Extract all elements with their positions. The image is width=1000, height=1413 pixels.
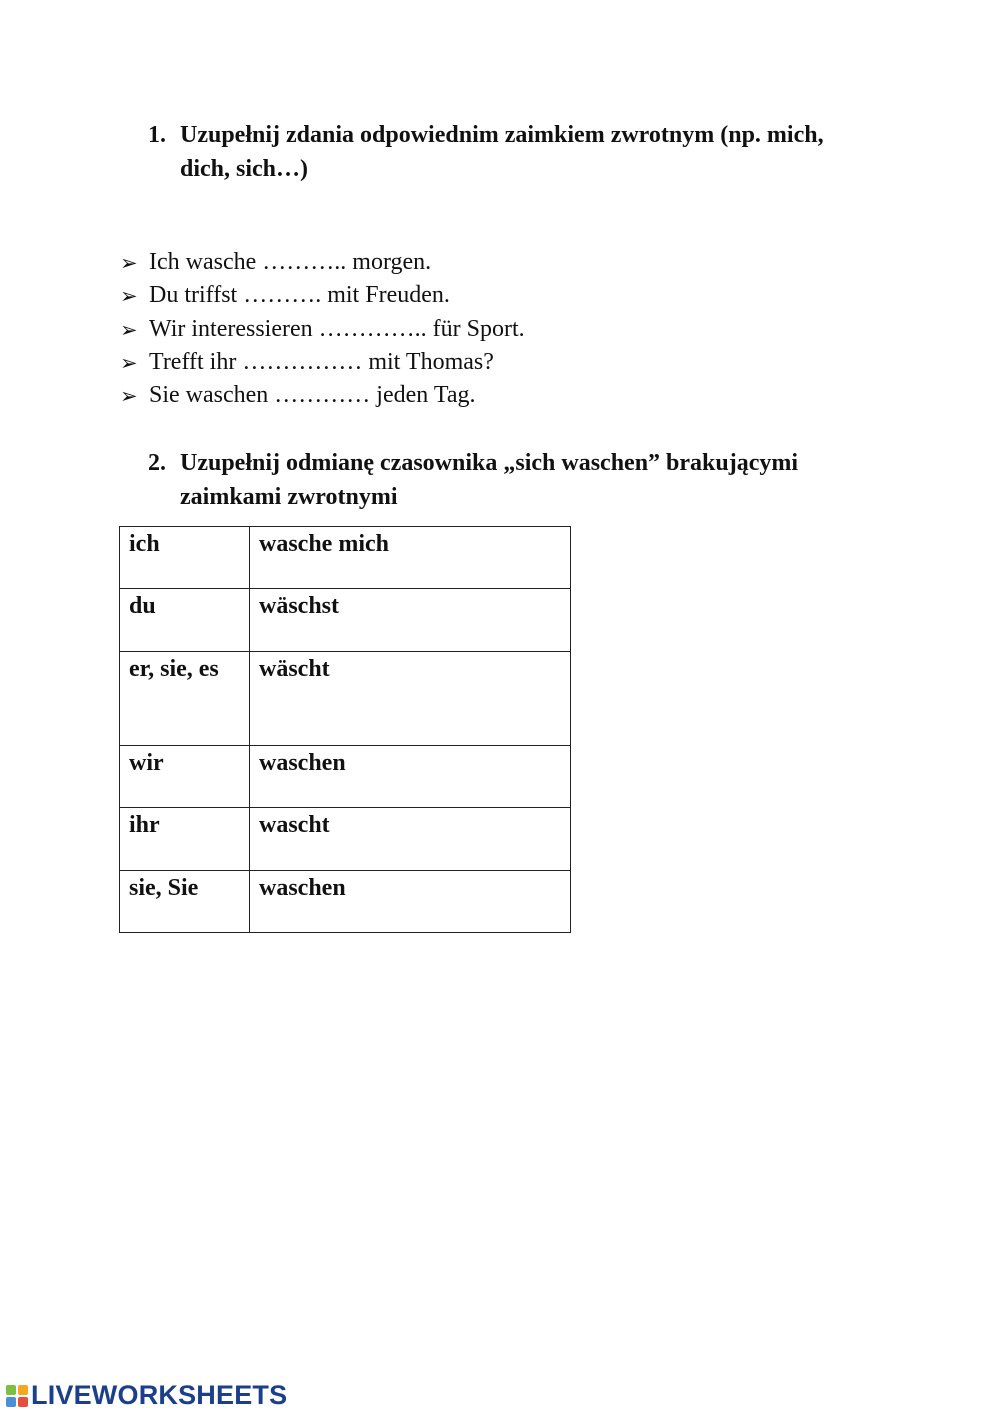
verb-cell[interactable]: waschen [250, 746, 571, 808]
verb-cell[interactable]: wäscht [250, 652, 571, 746]
pronoun-cell: du [120, 589, 250, 652]
liveworksheets-logo-icon [6, 1385, 28, 1407]
arrowhead-bullet-icon: ➢ [120, 251, 138, 275]
verb-cell[interactable]: wäschst [250, 589, 571, 652]
task-instruction: Uzupełnij odmianę czasownika „sich waschen” brakującymi zaimkami zwrotnymi [180, 450, 799, 510]
table-row [120, 871, 571, 933]
task-instruction: Uzupełnij zdania odpowiednim zaimkiem zwrotnym (np. mich, dich, sich…) [180, 122, 824, 182]
sentence-text: Wir interessieren ………….. für Sport. [149, 315, 525, 342]
table-row [120, 589, 571, 652]
logo-block [18, 1385, 28, 1395]
conjugation-table [119, 526, 571, 933]
task-number: 1. [148, 122, 166, 148]
list-item [118, 246, 525, 279]
liveworksheets-logo[interactable] [6, 1380, 287, 1411]
arrowhead-bullet-icon: ➢ [120, 350, 138, 375]
task-number: 2. [148, 450, 166, 476]
pronoun-cell: ich [120, 527, 250, 589]
table-row [120, 652, 571, 746]
logo-block [18, 1397, 28, 1407]
verb-cell[interactable]: wasche mich [250, 527, 571, 589]
list-item [118, 313, 525, 346]
list-item [118, 279, 525, 312]
pronoun-cell: wir [120, 746, 250, 808]
sentence-text: Ich wasche ……….. morgen. [149, 249, 432, 275]
pronoun-cell: sie, Sie [120, 871, 250, 933]
arrowhead-bullet-icon: ➢ [120, 384, 138, 409]
sentence-text: Trefft ihr …………… mit Thomas? [149, 348, 494, 375]
list-item [118, 346, 525, 379]
table-row [120, 808, 571, 871]
pronoun-cell: ihr [120, 808, 250, 871]
sentence-list [118, 246, 525, 412]
verb-cell[interactable]: waschen [250, 871, 571, 933]
arrowhead-bullet-icon: ➢ [120, 284, 138, 309]
task-1-heading [148, 118, 868, 186]
pronoun-cell: er, sie, es [120, 652, 250, 746]
brand-name: LIVEWORKSHEETS [31, 1380, 288, 1410]
arrowhead-bullet-icon: ➢ [120, 317, 138, 342]
task-2-heading [148, 446, 888, 514]
logo-block [6, 1385, 16, 1395]
table-row [120, 527, 571, 589]
verb-cell[interactable]: wascht [250, 808, 571, 871]
sentence-text: Du triffst ………. mit Freuden. [149, 282, 450, 309]
list-item [118, 379, 525, 412]
logo-block [6, 1397, 16, 1407]
sentence-text: Sie waschen ………… jeden Tag. [149, 382, 476, 409]
table-row [120, 746, 571, 808]
